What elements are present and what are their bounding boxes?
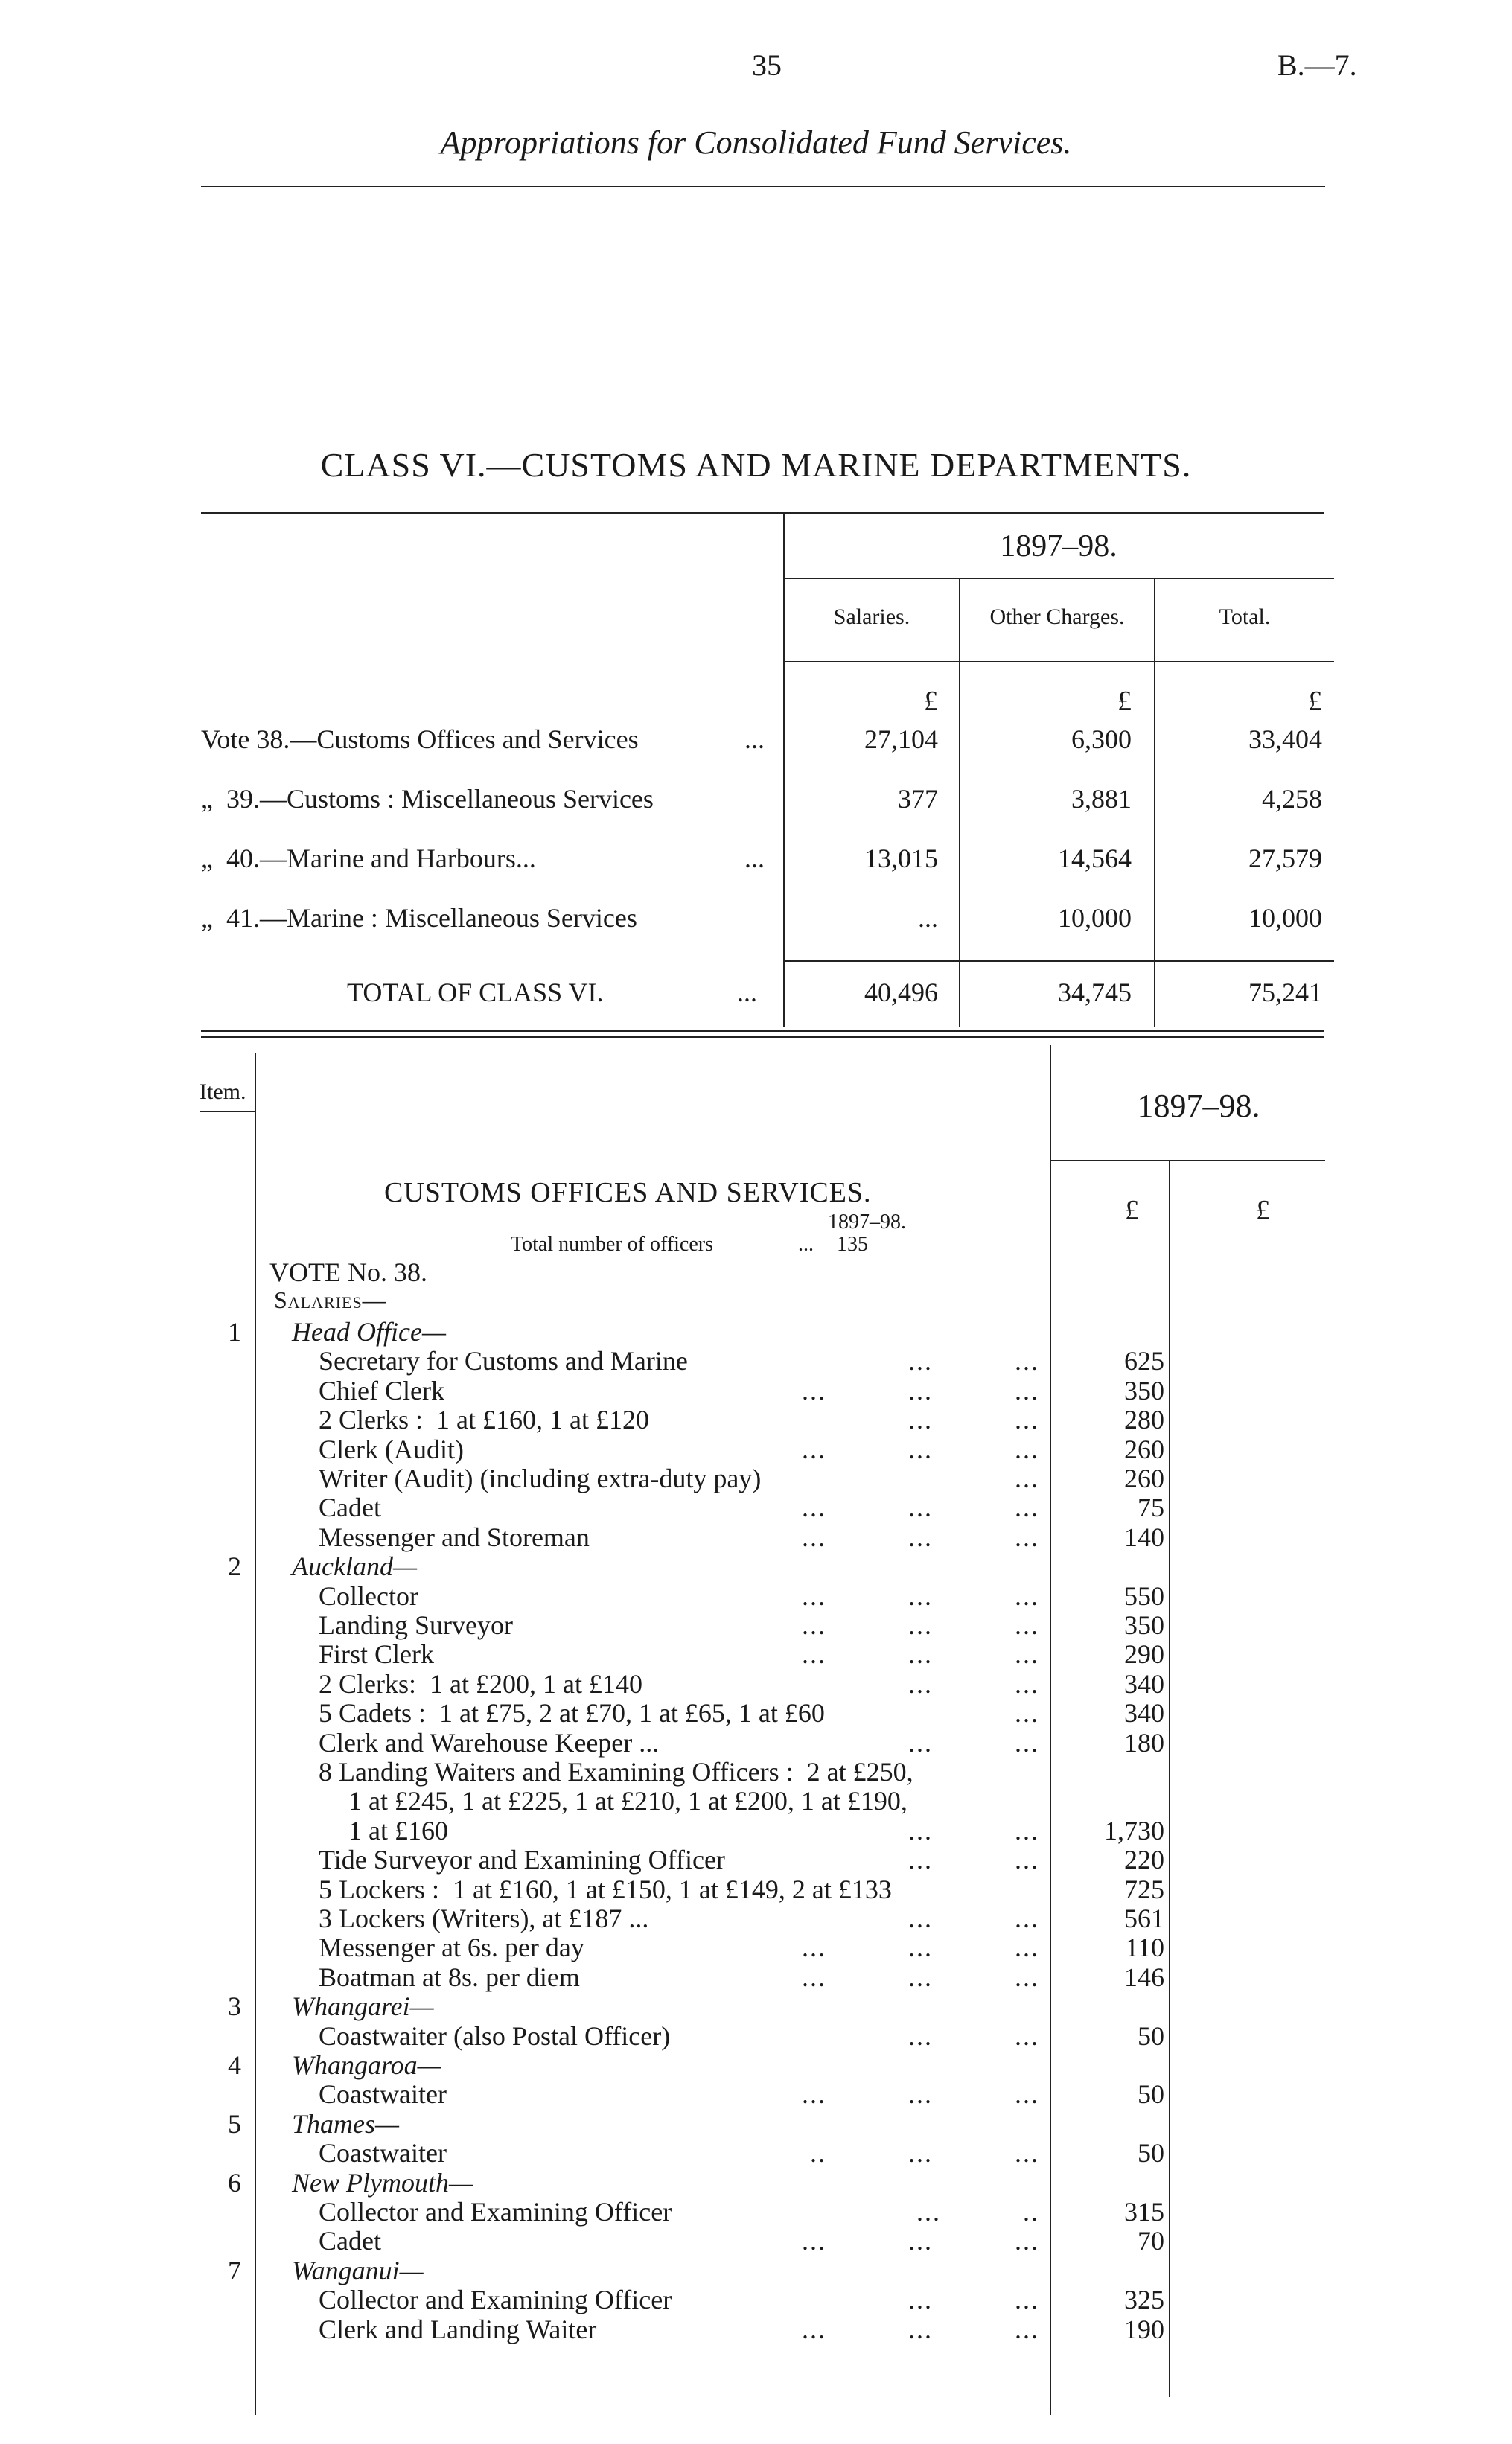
summary-colhead-rule (783, 661, 1334, 662)
table-row (0, 1785, 1512, 1815)
summary-bottom-rule-2 (201, 1036, 1324, 1038)
officers-year: 1897–98. (828, 1210, 906, 1234)
salary-amount: 325 (1124, 2285, 1164, 2314)
summary-row-label: Vote 38.—Customs Offices and Services (201, 724, 639, 754)
salary-description: Clerk and Landing Waiter (319, 2314, 597, 2344)
summary-row-salaries: 27,104 (864, 724, 938, 754)
salary-amount: 110 (1125, 1933, 1164, 1962)
table-row (0, 1932, 1512, 1962)
salary-amount: 290 (1124, 1639, 1164, 1669)
salary-description: Landing Surveyor (319, 1610, 513, 1640)
table-row (0, 1551, 1512, 1580)
officers-dots: ... (798, 1233, 814, 1256)
leader-dots: ... ... (908, 1669, 1039, 1699)
leader-dots: ... ... ... (802, 2079, 1039, 2109)
leader-dots: ... ... ... (802, 1493, 1039, 1522)
item-number: 2 (228, 1551, 241, 1581)
office-heading: Wanganui— (292, 2256, 424, 2285)
leader-dots: ... ... ... (802, 1610, 1039, 1640)
leader-dots: ... ... ... (802, 1435, 1039, 1464)
table-row (0, 1874, 1512, 1904)
document-reference: B.—7. (1277, 48, 1357, 82)
leader-dots: ... ... ... (802, 1522, 1039, 1552)
salary-amount: 350 (1124, 1610, 1164, 1640)
leader-dots: ... ... (908, 1346, 1039, 1376)
leader-dots: ... ... ... (802, 1962, 1039, 1992)
table-row (0, 2196, 1512, 2226)
summary-divider (783, 514, 785, 1027)
salary-description: Clerk and Warehouse Keeper ... (319, 1728, 660, 1758)
table-row (0, 1609, 1512, 1639)
salary-description: Cadet (319, 1493, 381, 1522)
leader-dots: ... ... ... (802, 1581, 1039, 1611)
office-heading: Head Office— (292, 1317, 446, 1347)
salary-description: Collector (319, 1581, 418, 1611)
leader-dots: ... ... (908, 1728, 1039, 1758)
table-row (0, 2049, 1512, 2079)
summary-row-label: „ 41.—Marine : Miscellaneous Services (201, 903, 637, 933)
table-row (0, 2020, 1512, 2050)
summary-row-salaries: ... (918, 903, 938, 933)
summary-row-label: „ 40.—Marine and Harbours... (201, 843, 536, 873)
salary-amount: 625 (1124, 1346, 1164, 1376)
summary-total-other: 34,745 (1058, 977, 1132, 1007)
salary-description: Cadet (319, 2226, 381, 2256)
summary-total-label: TOTAL OF CLASS VI. (347, 977, 604, 1007)
table-row (0, 1668, 1512, 1698)
pound-sign-other: £ (1117, 686, 1132, 717)
table-row (0, 1404, 1512, 1434)
salary-description: Messenger and Storeman (319, 1522, 590, 1552)
salary-description: 2 Clerks: 1 at £200, 1 at £140 (319, 1669, 642, 1699)
item-header-rule (200, 1111, 255, 1112)
salary-description: Tide Surveyor and Examining Officer (319, 1845, 725, 1875)
salary-description: 5 Cadets : 1 at £75, 2 at £70, 1 at £65, 1 at £60 (319, 1698, 825, 1728)
summary-total-rule (783, 960, 1334, 962)
salary-description: Clerk (Audit) (319, 1435, 464, 1464)
salary-amount: 260 (1124, 1464, 1164, 1493)
table-row (0, 1727, 1512, 1757)
leader-dots: ... ... (908, 2021, 1039, 2051)
table-row (0, 2078, 1512, 2108)
salary-description: 1 at £245, 1 at £225, 1 at £210, 1 at £200, 1 at £190, (348, 1786, 907, 1816)
salary-description: Messenger at 6s. per day (319, 1933, 584, 1962)
summary-top-rule (201, 512, 1324, 514)
summary-row-dots: ... (744, 843, 765, 873)
table-row (0, 1463, 1512, 1493)
summary-row-total: 33,404 (1248, 724, 1322, 754)
salary-amount: 260 (1124, 1435, 1164, 1464)
table-row (0, 2225, 1512, 2255)
leader-dots: ... ... (908, 1816, 1039, 1845)
salary-description: Writer (Audit) (including extra-duty pay) (319, 1464, 762, 1493)
salary-amount: 725 (1124, 1875, 1164, 1904)
office-heading: Thames— (292, 2109, 400, 2139)
table-row (0, 1345, 1512, 1375)
leader-dots: ... .. (916, 2197, 1039, 2227)
summary-row-total: 4,258 (1262, 784, 1322, 814)
summary-row-other: 14,564 (1058, 843, 1132, 873)
column-header-salaries: Salaries. (833, 604, 910, 629)
salary-amount: 315 (1124, 2197, 1164, 2227)
summary-row-total: 10,000 (1248, 903, 1322, 933)
table-row (0, 2137, 1512, 2167)
salary-amount: 50 (1138, 2138, 1164, 2168)
table-row (0, 1492, 1512, 1522)
summary-row-salaries: 13,015 (864, 843, 938, 873)
leader-dots: ... ... ... (802, 2314, 1039, 2344)
table-row (0, 1903, 1512, 1933)
summary-row-total: 27,579 (1248, 843, 1322, 873)
leader-dots: ... (1015, 1698, 1039, 1728)
salary-amount: 550 (1124, 1581, 1164, 1611)
table-row (0, 1316, 1512, 1346)
table-row (0, 1375, 1512, 1405)
office-heading: New Plymouth— (292, 2168, 473, 2198)
salaries-heading: Salaries— (274, 1286, 387, 1313)
leader-dots: ... ... (908, 2285, 1039, 2314)
salary-description: 3 Lockers (Writers), at £187 ... (319, 1904, 649, 1933)
summary-total-salaries: 40,496 (864, 977, 938, 1007)
table-row (0, 1756, 1512, 1786)
salary-description: Coastwaiter (319, 2138, 447, 2168)
column-header-total: Total. (1219, 604, 1271, 629)
table-row (0, 1522, 1512, 1551)
leader-dots: ... ... (908, 1904, 1039, 1933)
table-row (0, 1962, 1512, 1991)
office-heading: Whangarei— (292, 1991, 434, 2021)
summary-row-other: 10,000 (1058, 903, 1132, 933)
salary-description: Coastwaiter (319, 2079, 447, 2109)
salary-description: Secretary for Customs and Marine (319, 1346, 688, 1376)
summary-row-other: 3,881 (1071, 784, 1132, 814)
salary-amount: 50 (1138, 2079, 1164, 2109)
leader-dots: ... ... ... (802, 1376, 1039, 1406)
salary-amount: 561 (1124, 1904, 1164, 1933)
leader-dots: ... ... ... (802, 1639, 1039, 1669)
officers-count: 135 (837, 1233, 868, 1256)
salary-description: Coastwaiter (also Postal Officer) (319, 2021, 671, 2051)
salary-amount: 280 (1124, 1405, 1164, 1435)
summary-row-dots: ... (744, 724, 765, 754)
table-row (0, 1697, 1512, 1727)
leader-dots: .. ... ... (810, 2138, 1039, 2168)
salary-amount: 190 (1124, 2314, 1164, 2344)
table-row (0, 2255, 1512, 2285)
pound-sign-total: £ (1308, 686, 1322, 717)
salary-amount: 70 (1138, 2226, 1164, 2256)
summary-row-label: „ 39.—Customs : Miscellaneous Services (201, 784, 654, 814)
item-number: 1 (228, 1317, 241, 1347)
leader-dots: ... (1015, 1464, 1039, 1493)
salary-amount: 146 (1124, 1962, 1164, 1992)
officers-label: Total number of officers (511, 1233, 713, 1256)
salary-amount: 140 (1124, 1522, 1164, 1552)
item-number: 4 (228, 2050, 241, 2080)
vote-number: VOTE No. 38. (269, 1257, 427, 1287)
running-title: Appropriations for Consolidated Fund Services. (440, 124, 1072, 161)
item-number: 6 (228, 2168, 241, 2198)
page-number: 35 (752, 48, 782, 82)
table-row (0, 1580, 1512, 1610)
salary-amount: 220 (1124, 1845, 1164, 1875)
salary-amount: 180 (1124, 1728, 1164, 1758)
leader-dots: ... ... (908, 1845, 1039, 1875)
salary-description: Collector and Examining Officer (319, 2285, 672, 2314)
salary-amount: 340 (1124, 1698, 1164, 1728)
summary-row-other: 6,300 (1071, 724, 1132, 754)
salary-amount: 75 (1138, 1493, 1164, 1522)
leader-dots: ... ... ... (802, 2226, 1039, 2256)
summary-row-salaries: 377 (898, 784, 938, 814)
class-title: CLASS VI.—CUSTOMS AND MARINE DEPARTMENTS. (320, 446, 1192, 484)
table-row (0, 1434, 1512, 1464)
salary-amount: 340 (1124, 1669, 1164, 1699)
item-number: 3 (228, 1991, 241, 2021)
table-row (0, 2284, 1512, 2314)
summary-total-dots: ... (737, 977, 757, 1007)
salary-description: 5 Lockers : 1 at £160, 1 at £150, 1 at £149, 2 at £133 (319, 1875, 892, 1904)
item-number: 7 (228, 2256, 241, 2285)
table-row (0, 1639, 1512, 1668)
salary-description: 2 Clerks : 1 at £160, 1 at £120 (319, 1405, 649, 1435)
table-row (0, 1844, 1512, 1874)
table-row (0, 1815, 1512, 1845)
summary-year-rule (783, 578, 1334, 579)
table-row (0, 1991, 1512, 2020)
section-title: CUSTOMS OFFICES AND SERVICES. (384, 1177, 872, 1208)
office-heading: Auckland— (292, 1551, 417, 1581)
leader-dots: ... ... ... (802, 1933, 1039, 1962)
detail-pound-sign-1: £ (1125, 1195, 1139, 1226)
summary-year: 1897–98. (1000, 529, 1117, 564)
salary-amount: 350 (1124, 1376, 1164, 1406)
salary-amount: 1,730 (1104, 1816, 1164, 1845)
salary-description: 8 Landing Waiters and Examining Officers : 2 at £250, (319, 1757, 913, 1787)
salary-description: 1 at £160 (348, 1816, 448, 1845)
detail-pound-sign-2: £ (1256, 1195, 1270, 1226)
salary-description: Chief Clerk (319, 1376, 444, 1406)
office-heading: Whangaroa— (292, 2050, 441, 2080)
summary-bottom-rule-1 (201, 1030, 1324, 1032)
summary-total-total: 75,241 (1248, 977, 1322, 1007)
detail-year-rule (1050, 1160, 1325, 1161)
item-number: 5 (228, 2109, 241, 2139)
column-header-other-charges: Other Charges. (989, 604, 1125, 629)
detail-year: 1897–98. (1137, 1088, 1260, 1124)
table-row (0, 2167, 1512, 2197)
table-row (0, 2314, 1512, 2344)
salary-description: First Clerk (319, 1639, 435, 1669)
pound-sign-salaries: £ (924, 686, 938, 717)
item-column-header: Item. (200, 1079, 246, 1104)
leader-dots: ... ... (908, 1405, 1039, 1435)
header-rule (201, 186, 1325, 187)
salary-description: Boatman at 8s. per diem (319, 1962, 580, 1992)
table-row (0, 2108, 1512, 2138)
salary-amount: 50 (1138, 2021, 1164, 2051)
salary-description: Collector and Examining Officer (319, 2197, 672, 2227)
